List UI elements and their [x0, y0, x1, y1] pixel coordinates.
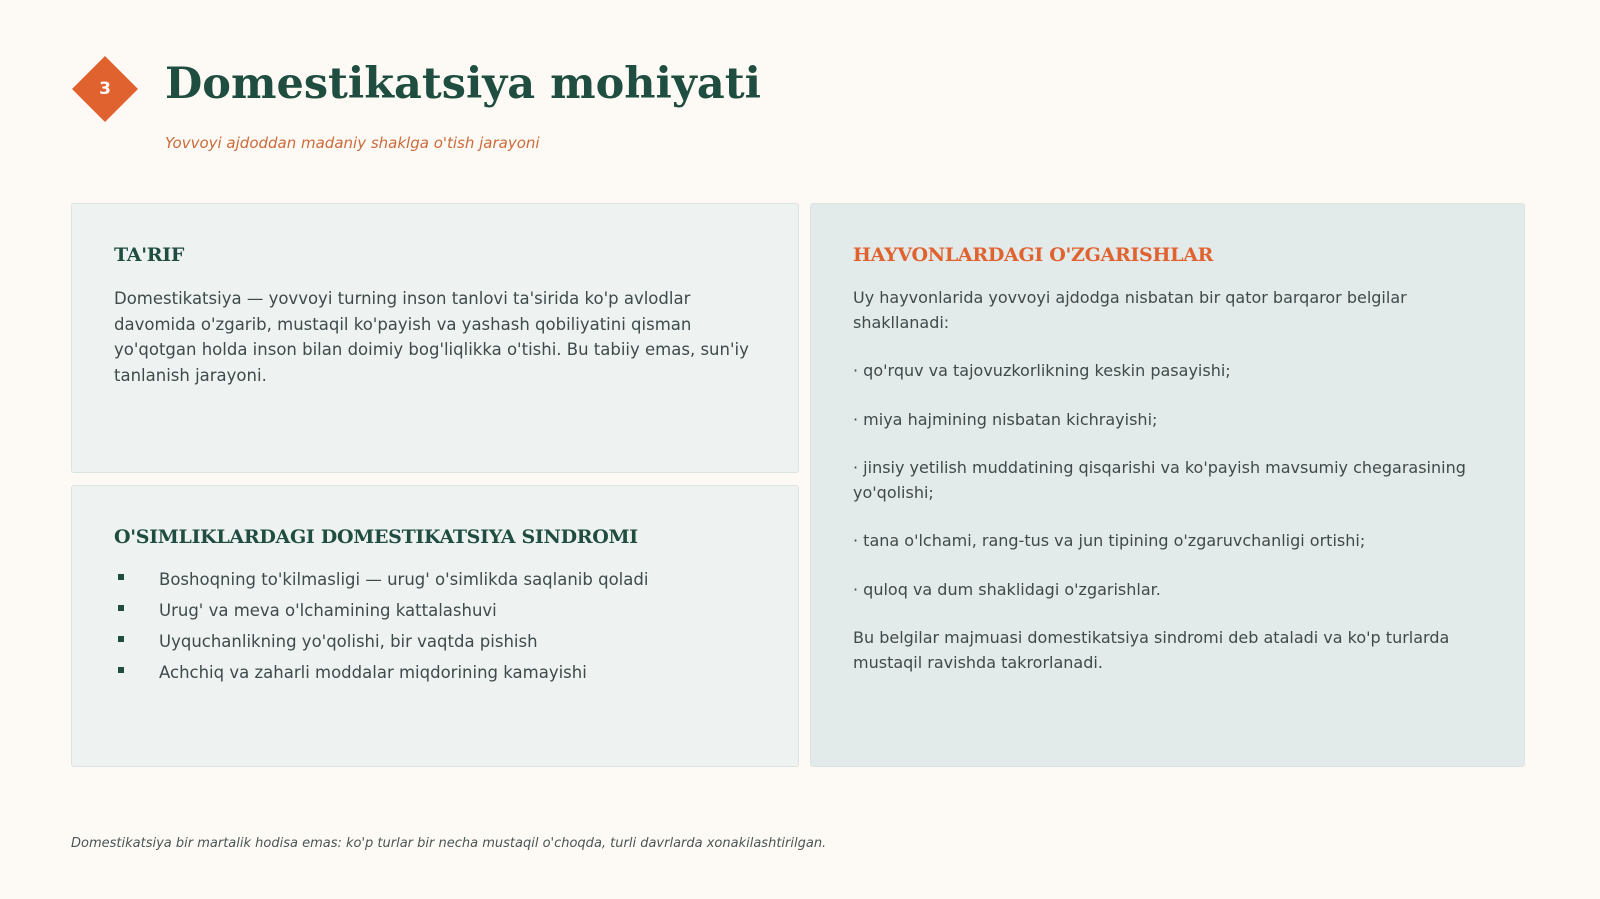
page-title: Domestikatsiya mohiyati — [165, 59, 761, 109]
square-bullet-icon — [118, 605, 124, 611]
list-item — [114, 657, 756, 688]
page-subtitle: Yovvoyi ajdoddan madaniy shaklga o'tish jarayoni — [165, 134, 540, 152]
animals-heading: HAYVONLARDAGI O'ZGARISHLAR — [853, 244, 1214, 266]
animals-item: · tana o'lchami, rang-tus va jun tipining o'zgaruvchanligi ortishi; — [853, 531, 1366, 550]
list-item-text: Achchiq va zaharli moddalar miqdorining kamayishi — [159, 663, 587, 682]
animals-card — [810, 203, 1525, 767]
animals-intro: Uy hayvonlarida yovvoyi ajdodga nisbatan bir qator barqaror belgilar shakllanadi: — [853, 288, 1407, 332]
slide-number: 3 — [99, 79, 111, 99]
list-item-text: Urug' va meva o'lchamining kattalashuvi — [159, 601, 497, 620]
definition-card — [71, 203, 799, 473]
animals-item: · quloq va dum shaklidagi o'zgarishlar. — [853, 579, 1161, 599]
animals-item: · jinsiy yetilish muddatining qisqarishi va ko'payish mavsumiy chegarasining yo'qolishi; — [853, 458, 1466, 502]
square-bullet-icon — [118, 667, 124, 673]
animals-item: · miya hajmining nisbatan kichrayishi; — [853, 409, 1158, 429]
slide-number-badge — [72, 56, 138, 122]
animals-content — [853, 286, 1482, 675]
list-item-text: Uyquchanlikning yo'qolishi, bir vaqtda pishish — [159, 632, 538, 651]
plants-heading: O'SIMLIKLARDAGI DOMESTIKATSIYA SINDROMI — [114, 526, 638, 548]
square-bullet-icon — [118, 636, 124, 642]
animals-item: · qo'rquv va tajovuzkorlikning keskin pasayishi; — [853, 361, 1231, 380]
footnote: Domestikatsiya bir martalik hodisa emas: ko'p turlar bir necha mustaqil o'choqda, turli davrlarda xonakilashtirilgan. — [71, 836, 827, 851]
list-item-text: Boshoqning to'kilmasligi — urug' o'simlikda saqlanib qoladi — [159, 570, 649, 589]
list-item — [114, 564, 756, 595]
definition-text: Domestikatsiya — yovvoyi turning inson tanlovi ta'sirida ko'p avlodlar davomida o'zgarib, mustaqil ko'payish va yashash qobiliyatini qisman yo'qotgan holda inson bilan doimiy bog'liqlikka o'tishi. Bu tabiiy emas, sun'iy tanlanish jarayoni. — [114, 289, 749, 385]
list-item — [114, 626, 756, 657]
list-item — [114, 595, 756, 626]
plants-card — [71, 485, 799, 767]
square-bullet-icon — [118, 574, 124, 580]
definition-heading: TA'RIF — [114, 244, 185, 266]
plants-list — [114, 564, 756, 688]
animals-conclusion: Bu belgilar majmuasi domestikatsiya sindromi deb ataladi va ko'p turlarda mustaqil ravishda takrorlanadi. — [853, 628, 1450, 672]
